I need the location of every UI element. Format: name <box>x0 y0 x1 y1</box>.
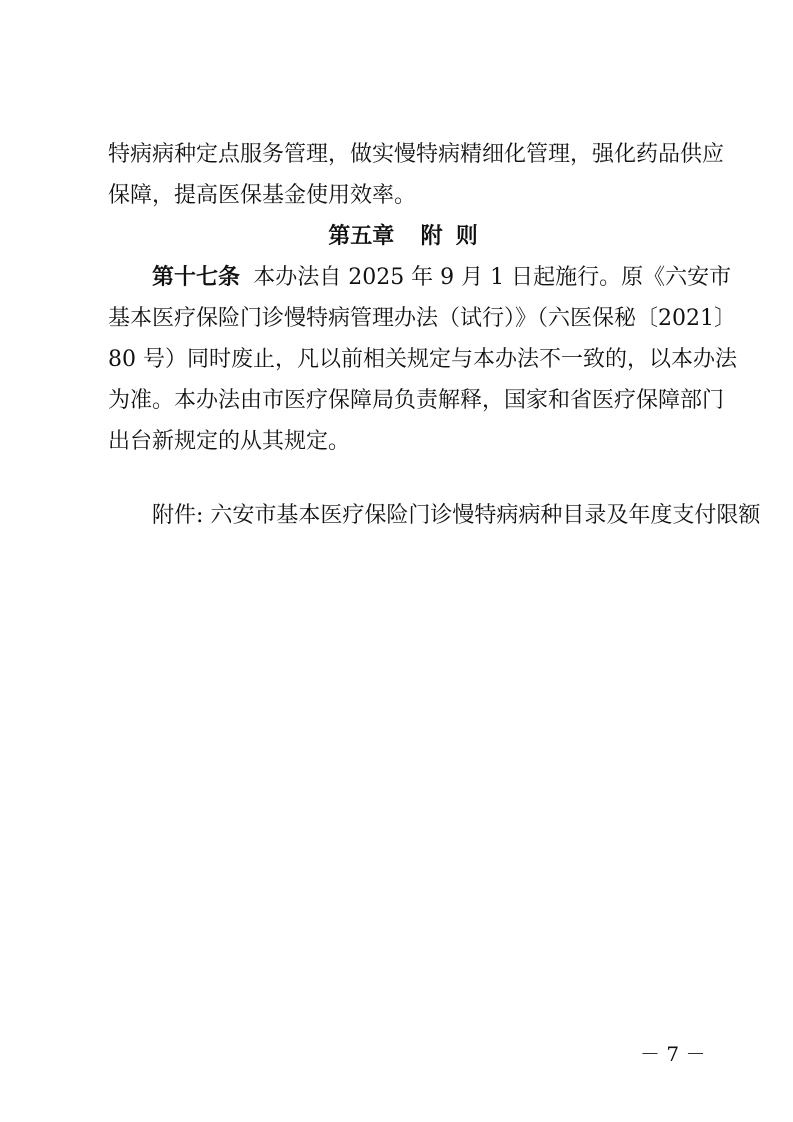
chapter-name-part: 则 <box>455 224 478 249</box>
article-label: 第十七条 <box>152 265 241 290</box>
article-text: 本办法自 2025 年 9 月 1 日起施行。原《六安市 <box>253 265 732 290</box>
paragraph-line: 出台新规定的从其规定。 <box>108 429 351 454</box>
attachment-line: 附件: 六安市基本医疗保险门诊慢特病病种目录及年度支付限额 <box>152 503 761 528</box>
paragraph-line: 80 号）同时废止，凡以前相关规定与本办法不一致的，以本办法 <box>108 347 737 372</box>
page-number: － 7 － <box>640 1042 706 1066</box>
paragraph-line: 保障，提高医保基金使用效率。 <box>108 183 417 208</box>
chapter-title <box>108 221 698 253</box>
chapter-number: 第五章 <box>328 224 395 249</box>
paragraph-line: 特病病种定点服务管理，做实慢特病精细化管理，强化药品供应 <box>108 142 725 167</box>
article-first-line <box>152 262 732 294</box>
paragraph-line: 为准。本办法由市医疗保障局负责解释，国家和省医疗保障部门 <box>108 388 725 413</box>
chapter-name-part: 附 <box>420 224 443 249</box>
paragraph-line: 基本医疗保险门诊慢特病管理办法（试行）》（六医保秘〔2021〕 <box>108 306 736 331</box>
